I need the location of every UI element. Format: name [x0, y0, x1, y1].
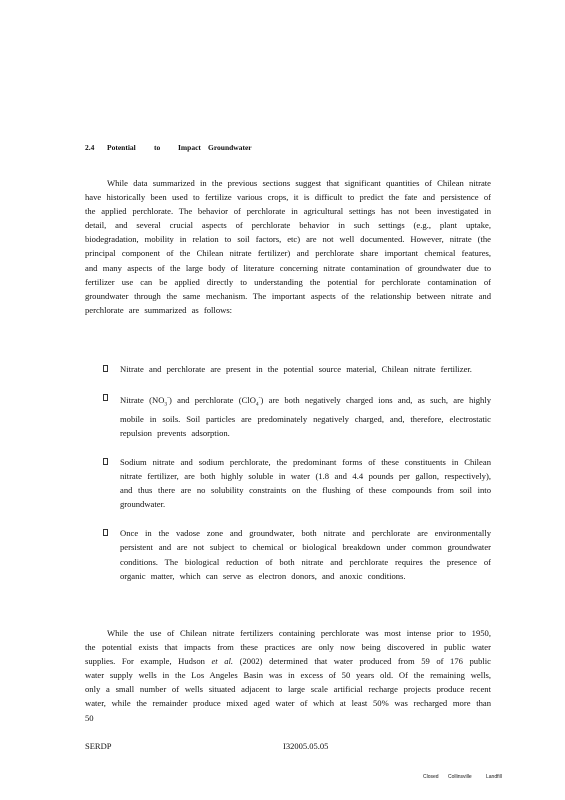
bullet-text: Sodium nitrate and sodium perchlorate, the predominant forms of these constituents in Chilean nitrate fertilizer, are both highly soluble in water (1.8 and 4.4 pounds per gallon, respectively), and thus there are no solubility constraints on the flushing of these compounds from soil into groundwater. [120, 456, 491, 510]
paragraph-text-part: While the use of Chilean nitrate fertilizers containing perchlorate was most intense prior to 1950, the potential exists that impacts from these practices are only now being discovered in public water supplies. For example, Hudson [85, 628, 491, 667]
bullet-box-icon [103, 458, 108, 465]
bullet-item [103, 526, 491, 582]
bullet-item [103, 362, 491, 376]
section-title-word: Groundwater [208, 143, 252, 152]
footer-org: SERDP [85, 741, 112, 751]
bullet-text-part: ) and perchlorate (ClO [169, 394, 256, 405]
section-title-word: to [154, 143, 161, 152]
bullet-text [120, 395, 491, 438]
bullet-text: Nitrate and perchlorate are present in the potential source material, Chilean nitrate fertilizer. [120, 364, 472, 374]
bullet-text-part: Nitrate (NO [120, 394, 165, 405]
section-title-word: Potential [107, 143, 136, 152]
body-paragraph-2 [85, 626, 491, 725]
superscript: - [167, 395, 169, 402]
bullet-item [103, 455, 491, 511]
bullet-list [103, 362, 491, 583]
footer-doc-number: I32005.05.05 [283, 741, 329, 751]
bullet-box-icon [103, 529, 108, 536]
bullet-box-icon [103, 365, 108, 372]
footer-mini-label: Collinsville [448, 774, 472, 780]
subscript: 3 [164, 401, 168, 408]
section-heading [85, 143, 325, 152]
section-number: 2.4 [85, 143, 95, 152]
bullet-text-part: ) are both negatively charged ions and, as such, are highly mobile in soils. Soil particles are predominately negatively charged, and, therefore, electrostatic repulsion prevents adsorption. [120, 394, 491, 438]
subscript: 4 [255, 401, 259, 408]
section-title-word: Impact [178, 143, 201, 152]
citation-etal: et al. [211, 656, 234, 667]
body-paragraph-1: While data summarized in the previous sections suggest that significant quantities of Chilean nitrate have historically been used to fertilize various crops, it is difficult to predict the fate and persistence of the applied perchlorate. The behavior of perchlorate in agricultural settings has not been investigated in detail, and several crucial aspects of perchlorate behavior in such settings (e.g., plant uptake, biodegradation, mobility in relation to soil factors, etc) are not well documented. However, nitrate (the principal component of the Chilean nitrate fertilizer) and perchlorate share important chemical features, and many aspects of the large body of literature concerning nitrate contamination of groundwater due to fertilizer use can be applied directly to understanding the potential for perchlorate contamination of groundwater through the same mechanism. The important aspects of the relationship between nitrate and perchlorate are summarized as follows: [85, 178, 491, 315]
paragraph-text-part: (2002) determined that water produced from 59 of 176 public water supply wells in the Los Angeles Basin was in excess of 50 years old. Of the remaining wells, only a small number of wells situated adjacent to large scale artificial recharge projects produce recent water, while the remainder produce mixed aged water of which at least 50% was recharged more than 50 [85, 656, 491, 723]
bullet-text: Once in the vadose zone and groundwater, both nitrate and perchlorate are environmentally persistent and are not subject to chemical or biological breakdown under common groundwater conditions. The biological reduction of both nitrate and perchlorate requires the presence of organic matter, which can serve as electron donors, and anoxic conditions. [120, 528, 491, 581]
bullet-item [103, 391, 491, 440]
superscript: - [258, 395, 261, 402]
bullet-box-icon [103, 394, 108, 401]
footer-mini-label: Landfill [486, 774, 502, 780]
footer-mini-label: Closed [423, 774, 439, 780]
